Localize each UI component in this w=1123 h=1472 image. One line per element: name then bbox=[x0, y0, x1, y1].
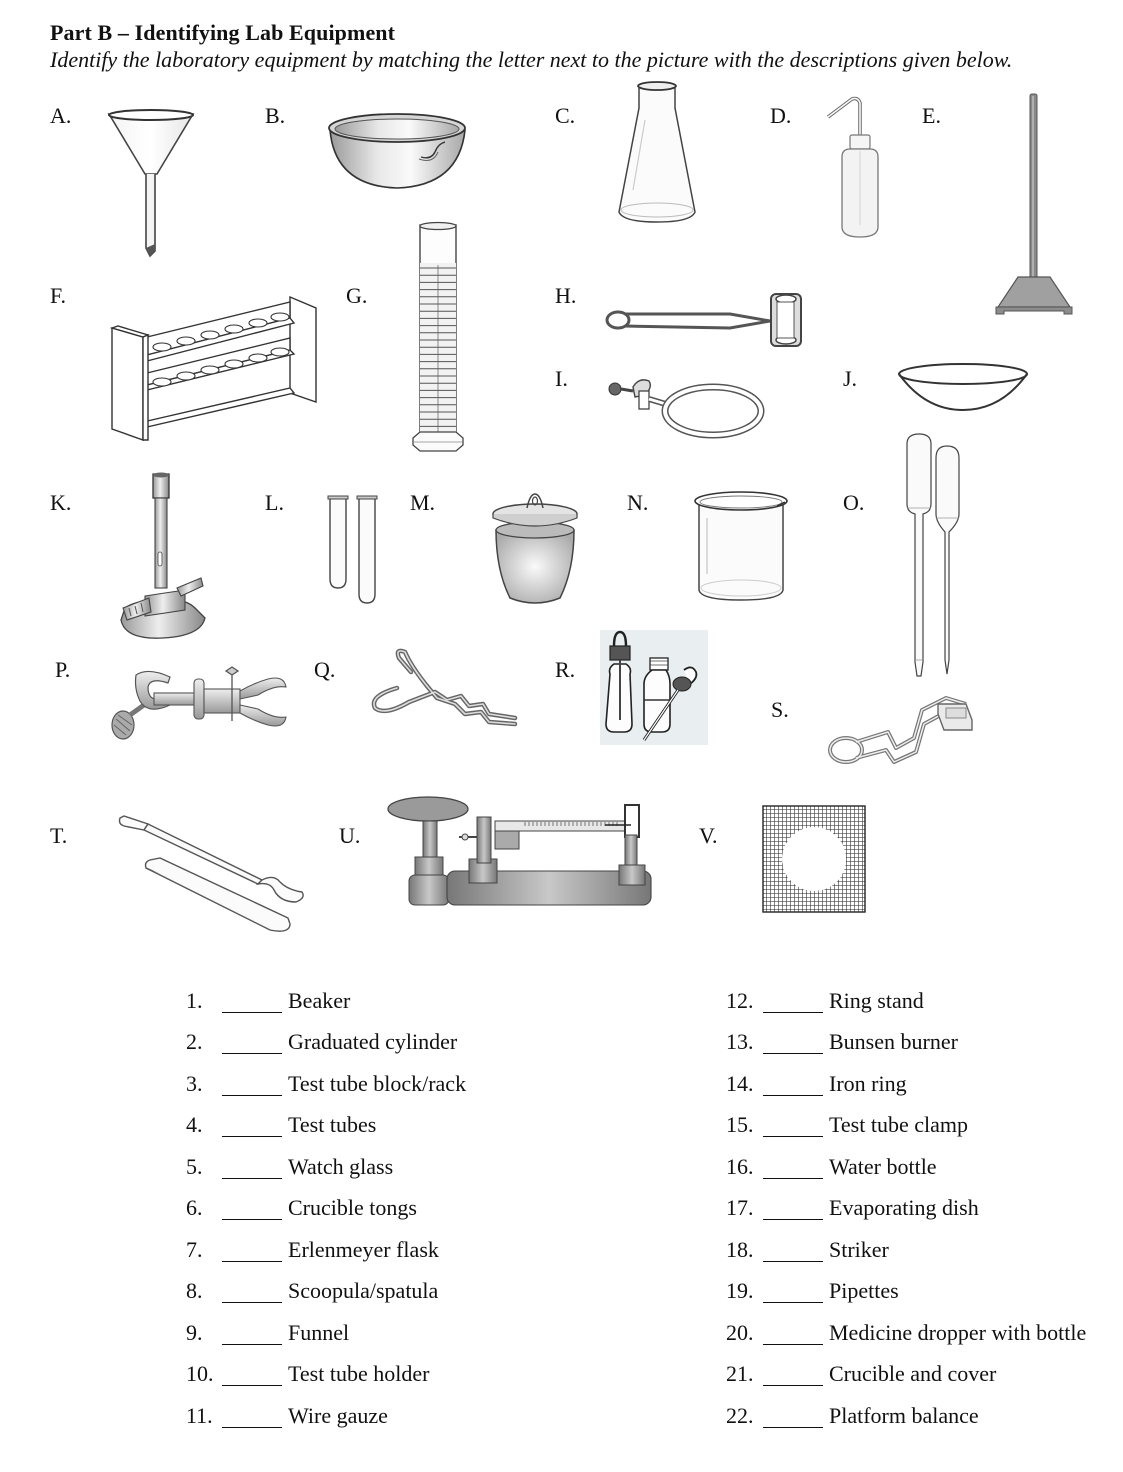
answer-blank[interactable] bbox=[222, 1156, 282, 1179]
question-item bbox=[186, 1197, 606, 1221]
answer-blank[interactable] bbox=[222, 1322, 282, 1345]
figure-label-f: F. bbox=[50, 283, 66, 308]
question-text: Striker bbox=[829, 1237, 889, 1262]
wire-gauze-icon bbox=[762, 805, 866, 913]
figure-label-q: Q. bbox=[314, 657, 336, 682]
question-text: Medicine dropper with bottle bbox=[829, 1320, 1087, 1345]
answer-blank[interactable] bbox=[222, 1280, 282, 1303]
answer-blank[interactable] bbox=[763, 1031, 823, 1054]
striker-icon bbox=[826, 690, 976, 772]
answer-blank[interactable] bbox=[222, 1114, 282, 1137]
spatula-icon bbox=[110, 810, 315, 935]
question-item bbox=[186, 1363, 606, 1387]
ring-stand-icon bbox=[994, 92, 1074, 320]
figure-label-r: R. bbox=[555, 657, 576, 682]
question-text: Funnel bbox=[288, 1320, 350, 1345]
figure-label-h: H. bbox=[555, 283, 577, 308]
question-text: Test tube block/rack bbox=[288, 1071, 467, 1096]
watch-glass-icon bbox=[895, 360, 1035, 415]
erlenmeyer-flask-icon bbox=[615, 80, 700, 225]
figure-label-o: O. bbox=[843, 490, 865, 515]
question-number: 7. bbox=[186, 1237, 203, 1262]
answer-blank[interactable] bbox=[222, 1239, 282, 1262]
question-text: Ring stand bbox=[829, 988, 924, 1013]
answer-blank[interactable] bbox=[222, 1363, 282, 1386]
figure-label-j: J. bbox=[843, 366, 858, 391]
question-text: Platform balance bbox=[829, 1403, 979, 1428]
question-text: Water bottle bbox=[829, 1154, 937, 1179]
figure-label-d: D. bbox=[770, 103, 792, 128]
platform-balance-icon bbox=[385, 795, 665, 910]
figure-label-l: L. bbox=[265, 490, 284, 515]
question-number: 21. bbox=[726, 1361, 754, 1386]
question-item bbox=[726, 1239, 1123, 1263]
figure-label-c: C. bbox=[555, 103, 576, 128]
figure-label-p: P. bbox=[55, 657, 71, 682]
question-number: 10. bbox=[186, 1361, 214, 1386]
answer-blank[interactable] bbox=[222, 1405, 282, 1428]
question-item bbox=[726, 1073, 1123, 1097]
question-item bbox=[186, 1280, 606, 1304]
question-item bbox=[726, 1197, 1123, 1221]
evaporating-dish-icon bbox=[325, 108, 470, 198]
question-text: Test tube clamp bbox=[829, 1112, 968, 1137]
test-tube-holder-icon bbox=[605, 288, 810, 353]
question-number: 20. bbox=[726, 1320, 754, 1345]
question-item bbox=[726, 1280, 1123, 1304]
figure-label-g: G. bbox=[346, 283, 368, 308]
question-number: 1. bbox=[186, 988, 203, 1013]
question-number: 13. bbox=[726, 1029, 754, 1054]
question-text: Beaker bbox=[288, 988, 351, 1013]
question-text: Test tube holder bbox=[288, 1361, 430, 1386]
answer-blank[interactable] bbox=[763, 1239, 823, 1262]
figure-label-s: S. bbox=[771, 697, 789, 722]
question-item bbox=[186, 1114, 606, 1138]
question-number: 18. bbox=[726, 1237, 754, 1262]
figure-label-a: A. bbox=[50, 103, 72, 128]
test-tubes-icon bbox=[325, 494, 380, 606]
answer-blank[interactable] bbox=[763, 1114, 823, 1137]
question-item bbox=[726, 1322, 1123, 1346]
funnel-icon bbox=[105, 108, 200, 260]
figure-label-n: N. bbox=[627, 490, 649, 515]
answer-blank[interactable] bbox=[763, 990, 823, 1013]
question-item bbox=[726, 990, 1123, 1014]
pipettes-icon bbox=[903, 432, 968, 680]
question-item bbox=[186, 1405, 606, 1429]
question-number: 12. bbox=[726, 988, 754, 1013]
question-item bbox=[726, 1031, 1123, 1055]
question-number: 14. bbox=[726, 1071, 754, 1096]
answer-blank[interactable] bbox=[763, 1197, 823, 1220]
question-text: Wire gauze bbox=[288, 1403, 388, 1428]
page-title: Part B – Identifying Lab Equipment bbox=[50, 20, 396, 45]
question-number: 3. bbox=[186, 1071, 203, 1096]
question-item bbox=[186, 1156, 606, 1180]
question-number: 11. bbox=[186, 1403, 213, 1428]
figure-label-b: B. bbox=[265, 103, 286, 128]
question-number: 6. bbox=[186, 1195, 203, 1220]
answer-blank[interactable] bbox=[222, 1031, 282, 1054]
question-item bbox=[186, 1322, 606, 1346]
question-item bbox=[186, 1073, 606, 1097]
answer-blank[interactable] bbox=[222, 990, 282, 1013]
question-text: Test tubes bbox=[288, 1112, 377, 1137]
question-number: 2. bbox=[186, 1029, 203, 1054]
figure-label-u: U. bbox=[339, 823, 361, 848]
figure-label-i: I. bbox=[555, 366, 568, 391]
question-number: 19. bbox=[726, 1278, 754, 1303]
bunsen-burner-icon bbox=[115, 470, 210, 640]
answer-blank[interactable] bbox=[763, 1073, 823, 1096]
beaker-icon bbox=[693, 488, 791, 603]
iron-ring-icon bbox=[605, 375, 765, 440]
question-number: 15. bbox=[726, 1112, 754, 1137]
question-item bbox=[186, 990, 606, 1014]
graduated-cylinder-icon bbox=[405, 220, 470, 455]
answer-blank[interactable] bbox=[222, 1073, 282, 1096]
question-text: Crucible and cover bbox=[829, 1361, 997, 1386]
question-text: Bunsen burner bbox=[829, 1029, 958, 1054]
question-text: Crucible tongs bbox=[288, 1195, 417, 1220]
question-item bbox=[726, 1114, 1123, 1138]
figure-label-e: E. bbox=[922, 103, 941, 128]
question-text: Scoopula/spatula bbox=[288, 1278, 439, 1303]
crucible-and-cover-icon bbox=[490, 490, 580, 608]
question-number: 4. bbox=[186, 1112, 203, 1137]
question-item bbox=[726, 1405, 1123, 1429]
question-item bbox=[726, 1363, 1123, 1387]
dropper-bottle-icon bbox=[600, 630, 708, 745]
question-number: 16. bbox=[726, 1154, 754, 1179]
question-item bbox=[186, 1239, 606, 1263]
question-number: 17. bbox=[726, 1195, 754, 1220]
wash-bottle-icon bbox=[826, 95, 896, 240]
question-number: 8. bbox=[186, 1278, 203, 1303]
question-item bbox=[726, 1156, 1123, 1180]
question-number: 22. bbox=[726, 1403, 754, 1428]
question-text: Graduated cylinder bbox=[288, 1029, 458, 1054]
test-tube-rack-icon bbox=[110, 290, 330, 440]
test-tube-clamp-icon bbox=[108, 665, 293, 745]
figure-label-m: M. bbox=[410, 490, 436, 515]
question-number: 5. bbox=[186, 1154, 203, 1179]
answer-blank[interactable] bbox=[763, 1405, 823, 1428]
figure-label-k: K. bbox=[50, 490, 72, 515]
question-text: Evaporating dish bbox=[829, 1195, 979, 1220]
answer-blank[interactable] bbox=[222, 1197, 282, 1220]
figure-label-v: V. bbox=[699, 823, 718, 848]
question-item bbox=[186, 1031, 606, 1055]
question-number: 9. bbox=[186, 1320, 203, 1345]
instructions: Identify the laboratory equipment by matching the letter next to the picture with the descriptions given below. bbox=[50, 47, 1013, 72]
question-text: Iron ring bbox=[829, 1071, 907, 1096]
answer-blank[interactable] bbox=[763, 1280, 823, 1303]
question-text: Watch glass bbox=[288, 1154, 394, 1179]
crucible-tongs-icon bbox=[365, 648, 525, 733]
answer-blank[interactable] bbox=[763, 1322, 823, 1345]
question-text: Pipettes bbox=[829, 1278, 899, 1303]
figure-label-t: T. bbox=[50, 823, 68, 848]
answer-blank[interactable] bbox=[763, 1156, 823, 1179]
question-text: Erlenmeyer flask bbox=[288, 1237, 439, 1262]
answer-blank[interactable] bbox=[763, 1363, 823, 1386]
